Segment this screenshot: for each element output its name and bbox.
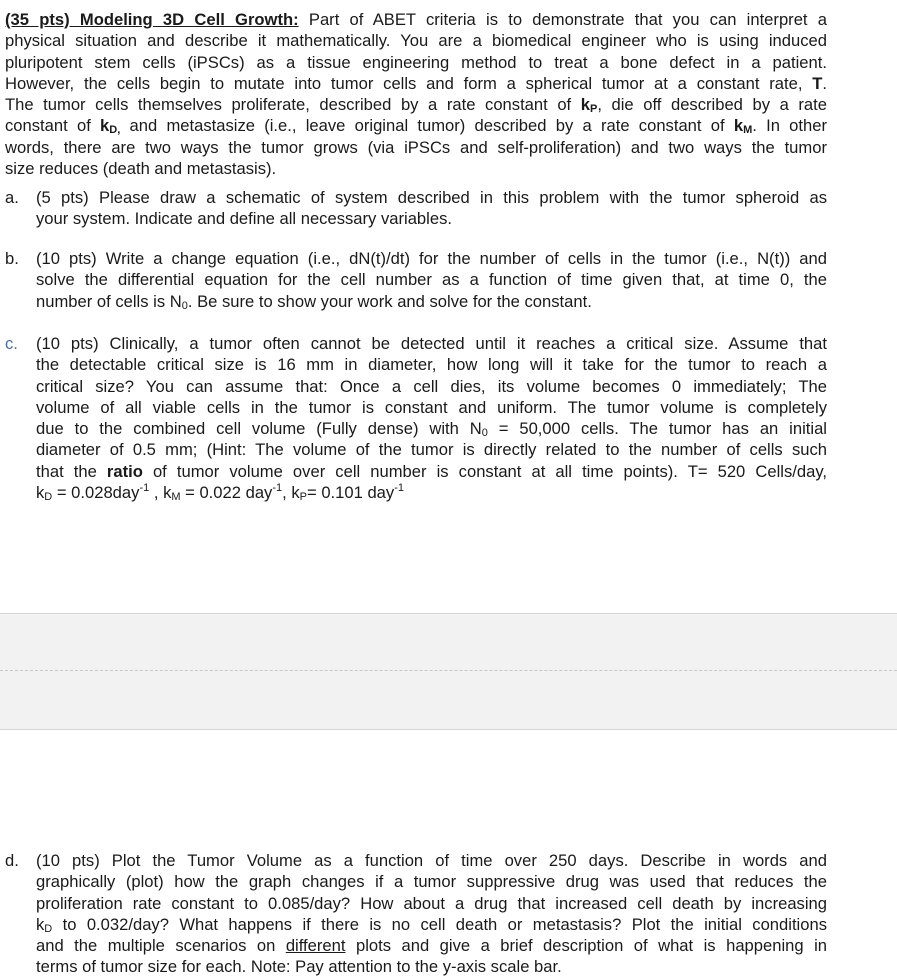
part-d-line-1: (10 pts) Plot the Tumor Volume as a function of time over 250 days. Describe in words and <box>36 851 827 870</box>
intro-line-3: pluripotent stem cells (iPSCs) as a tissue engineering method to treat a bone defect in a patient. <box>5 52 827 72</box>
part-b-line-2: solve the differential equation for the cell number as a function of time given that, at time 0, the <box>36 270 827 290</box>
part-d-line-3: proliferation rate constant to 0.085/day? How about a drug that increased cell death by increasing <box>36 893 827 913</box>
part-a-label: a. <box>5 188 19 207</box>
km-symbol: $k_M$ <box>733 116 753 137</box>
part-c-label: c. <box>5 334 18 353</box>
kd-symbol: $k_{D,}$ <box>100 116 121 137</box>
part-c-line-6: diameter of 0.5 mm; (Hint: The volume of the tumor is directly related to the number of cells such <box>36 440 827 460</box>
intro-line-7: words, there are two ways the tumor grows (via iPSCs and self-proliferation) and two ways the tumor <box>5 137 827 157</box>
ratio-emphasis: ratio <box>106 461 143 481</box>
part-d-line-2: graphically (plot) how the graph changes if a tumor suppressive drug was used that reduces the <box>36 872 827 892</box>
part-c-line-2: the detectable critical size is 16 mm in diameter, how long will it take for the tumor to reach a <box>36 355 827 375</box>
intro-line-4: However, the cells begin to mutate into tumor cells and form a spherical tumor at a constant rate, T. <box>5 73 827 93</box>
part-c-line-3: critical size? You can assume that: Once a cell dies, its volume becomes 0 immediately; The <box>36 376 827 396</box>
part-c-line-7: that the ratio of tumor volume over cell number is constant at all time points). T= 520 Cells/day, <box>36 461 827 481</box>
problem-intro <box>5 9 827 179</box>
part-b-line-1: (10 pts) Write a change equation (i.e., dN(t)/dt) for the number of cells in the tumor (i.e., N(t)) and <box>36 249 827 268</box>
different-emphasis: different <box>285 936 346 956</box>
problem-heading: (35 pts) Modeling 3D Cell Growth: <box>5 10 299 29</box>
intro-line-1: (35 pts) Modeling 3D Cell Growth: Part of ABET criteria is to demonstrate that you can interpret a <box>5 10 827 29</box>
part-c-line-8: $k_D = 0.028day^{-1}$ , $k_M = 0.022$ day$^{-1}$, $k_P= 0.101$ day$^{-1}$ <box>36 482 404 504</box>
intro-line-8: size reduces (death and metastasis). <box>5 159 277 179</box>
part-d-line-6: terms of tumor size for each. Note: Pay attention to the y-axis scale bar. <box>36 957 562 977</box>
part-a-line-1: (5 pts) Please draw a schematic of system described in this problem with the tumor spheroid as <box>36 188 827 207</box>
intro-line-6: constant of $k_{D,}$ and metastasize (i.e., leave original tumor) described by a rate constant of $k_M$. In other <box>5 116 827 137</box>
tumor-rate-symbol: T <box>812 73 823 93</box>
separator-band-lower <box>0 670 897 730</box>
part-d-label: d. <box>5 851 19 870</box>
kp-symbol: $k_P$ <box>580 95 598 116</box>
intro-line-2: physical situation and describe it mathematically. You are a biomedical engineer who is using induced <box>5 31 827 51</box>
part-c-line-5: due to the combined cell volume (Fully dense) with $N_0 = 50,000$ cells. The tumor has an initial <box>36 419 827 440</box>
separator-band-upper <box>0 613 897 671</box>
part-d-line-4: $k_D$ to 0.032/day? What happens if there is no cell death or metastasis? Plot the initial conditions <box>36 914 827 935</box>
part-c-line-1: (10 pts) Clinically, a tumor often cannot be detected until it reaches a critical size. Assume that <box>36 334 827 353</box>
intro-line-5: The tumor cells themselves proliferate, described by a rate constant of $k_P$, die off described by a rate <box>5 95 827 116</box>
part-d-line-5: and the multiple scenarios on different plots and give a brief description of what is happening in <box>36 936 827 956</box>
part-c-line-4: volume of all viable cells in the tumor is constant and uniform. The tumor volume is completely <box>36 397 827 417</box>
part-a-line-2: your system. Indicate and define all necessary variables. <box>36 209 452 229</box>
part-b-line-3: number of cells is $N_0$. Be sure to show your work and solve for the constant. <box>36 291 592 312</box>
part-b-label: b. <box>5 249 19 268</box>
